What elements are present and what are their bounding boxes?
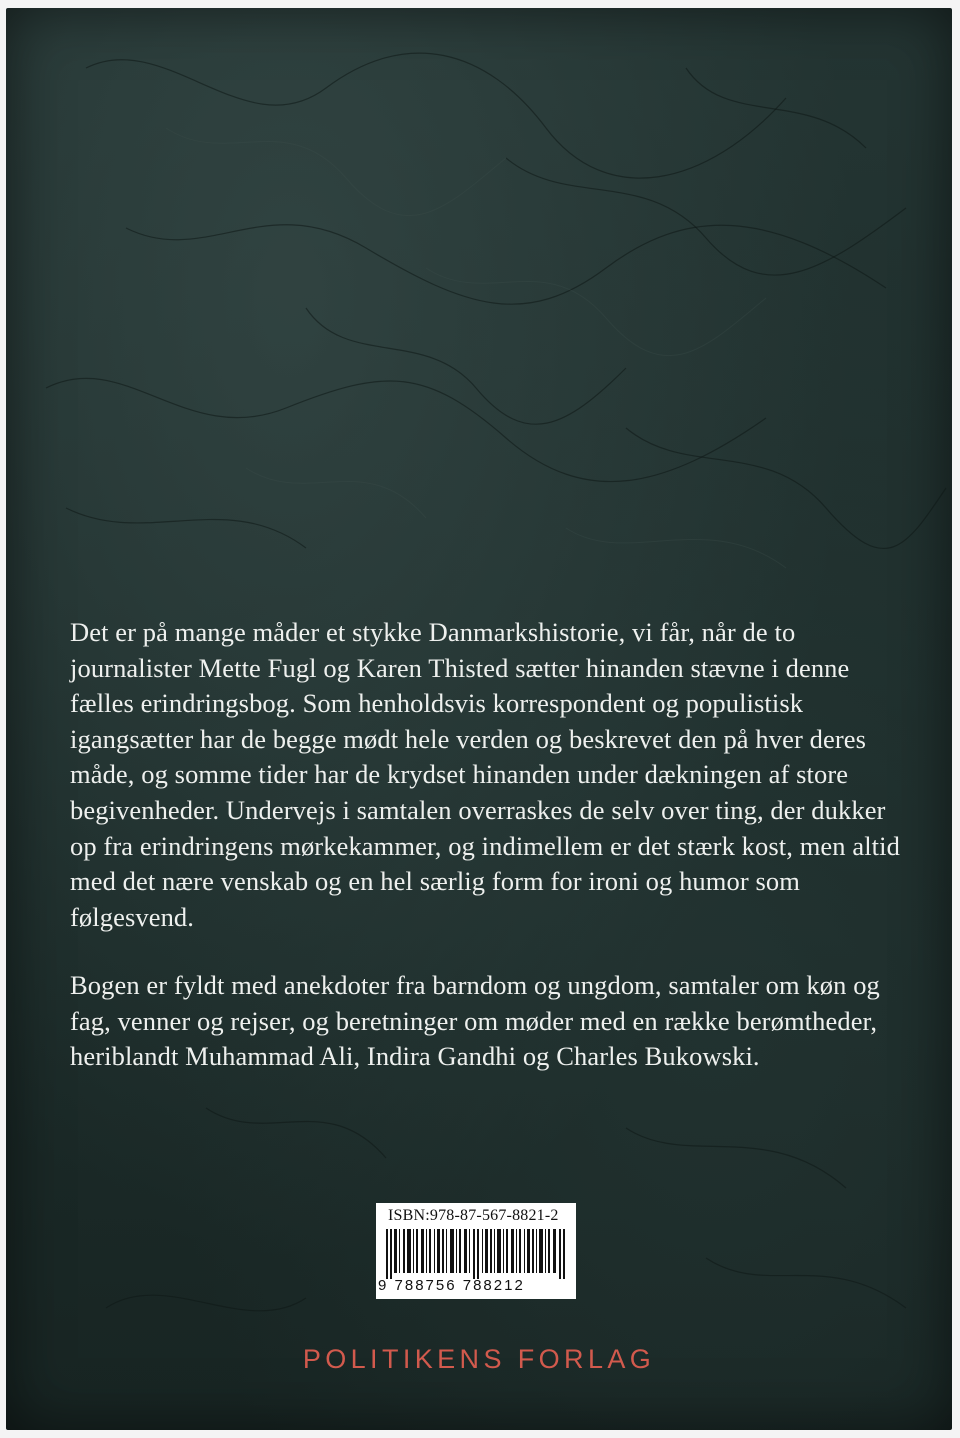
blurb-paragraph-1: Det er på mange måder et stykke Danmarkshistorie, vi får, når de to journalister Mette Fugl og Karen Thisted sætter hinanden stævne i denne fælles erindringsbog. Som henholdsvis korrespondent og populistisk igangsætter har de begge mødt hele verden og beskrevet den på hver deres måde, og somme tider har de krydset hinanden under dækningen af store begivenheder. Undervejs i samtalen overraskes de selv over ting, der dukker op fra erindringens mørkekammer, og indimellem er det stærk kost, men altid med det nære venskab og en hel særlig form for ironi og humor som følgesvend. (70, 617, 900, 932)
publisher-name: POLITIKENS FORLAG (302, 1344, 656, 1374)
blurb-paragraph-2: Bogen er fyldt med anekdoter fra barndom og ungdom, samtaler om køn og fag, venner og rejser, og beretninger om møder med en række berømtheder, heriblandt Muhammad Ali, Indira Gandhi og Charles Bukowski. (70, 970, 880, 1072)
book-back-cover (6, 8, 952, 1430)
isbn-barcode (376, 1203, 576, 1299)
isbn-label: ISBN:978-87-567-8821-2 (388, 1207, 559, 1224)
ean-digits: 9 788756 788212 (378, 1277, 525, 1294)
barcode-bars (386, 1229, 568, 1279)
